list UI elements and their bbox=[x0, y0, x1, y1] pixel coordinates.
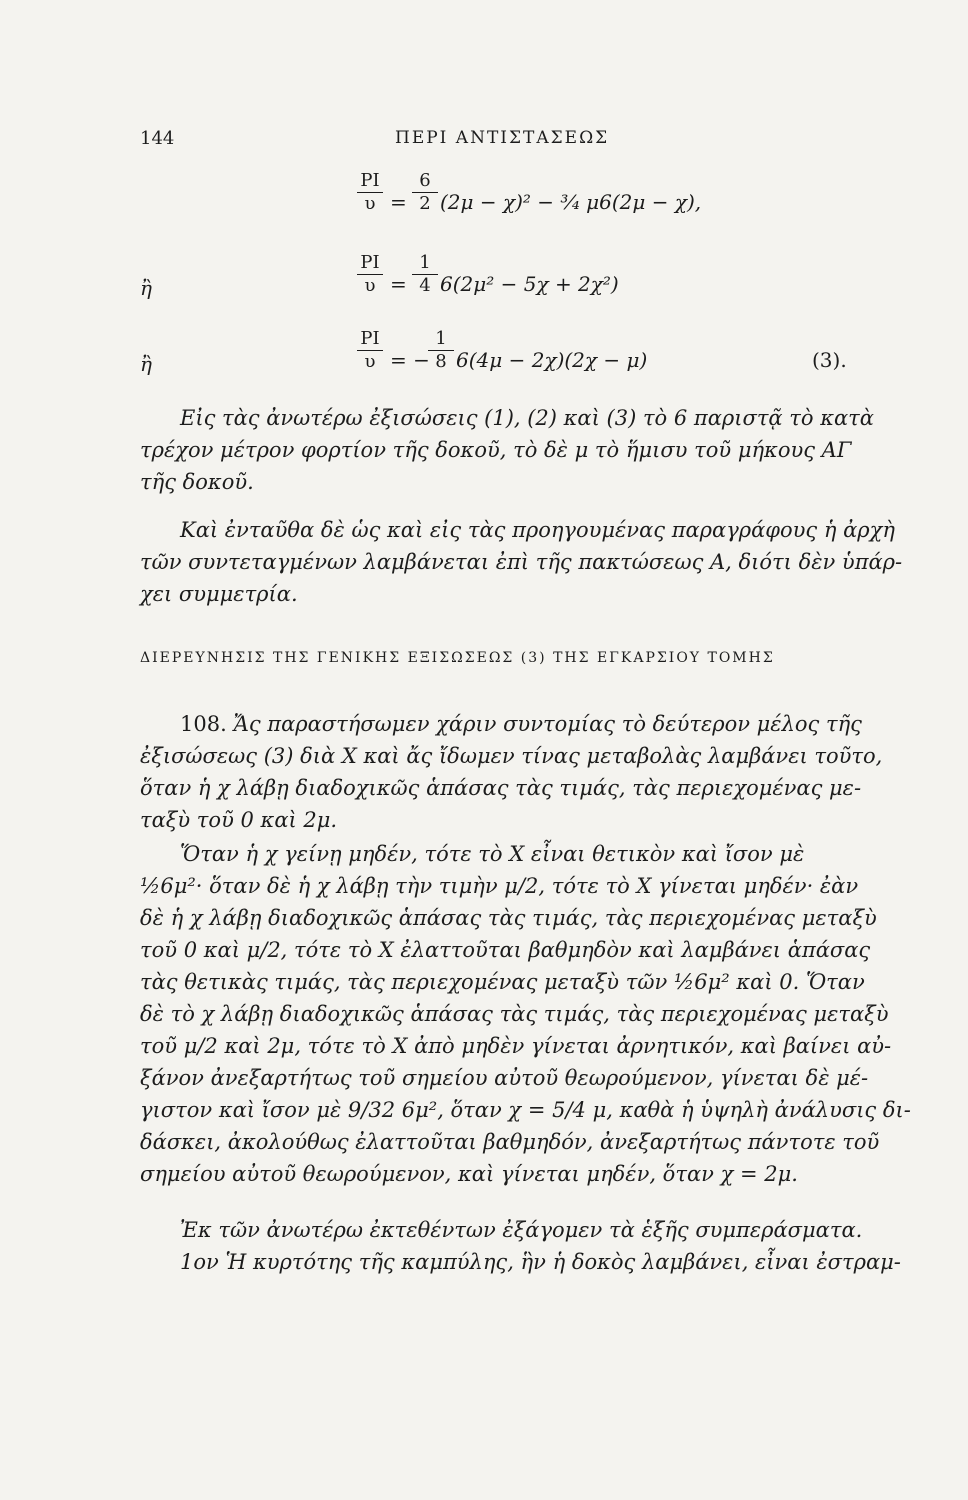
equals-minus-sign: = − bbox=[390, 348, 430, 372]
equation-body: (2μ − χ)² − ³⁄₄ μ6(2μ − χ), bbox=[440, 190, 702, 214]
equation-2 bbox=[140, 250, 860, 314]
text-line: ὅταν ἡ χ λάβῃ διαδοχικῶς ἁπάσας τὰς τιμάς, τὰς περιεχομένας με- bbox=[140, 776, 862, 800]
equation-tag: (3). bbox=[812, 348, 847, 372]
text-fragment: Ἄς παραστήσωμεν χάριν συντομίας τὸ δεύτερον μέλος τῆς bbox=[233, 712, 862, 736]
text-line: 1ον Ἡ κυρτότης τῆς καμπύλης, ἣν ἡ δοκὸς λαμβάνει, εἶναι ἐστραμ- bbox=[180, 1250, 901, 1274]
running-head bbox=[140, 128, 890, 158]
text-line: Εἰς τὰς ἀνωτέρω ἐξισώσεις (1), (2) καὶ (3) τὸ 6 παριστᾷ τὸ κατὰ bbox=[180, 406, 874, 430]
text-line: δάσκει, ἀκολούθως ἐλαττοῦται βαθμηδόν, ἀνεξαρτήτως πάντοτε τοῦ bbox=[140, 1130, 880, 1154]
fraction-denominator: υ bbox=[364, 351, 376, 372]
fraction-numerator: PI bbox=[357, 170, 383, 193]
text-line: Καὶ ἐνταῦθα δὲ ὡς καὶ εἰς τὰς προηγουμένας παραγράφους ἡ ἀρχὴ bbox=[180, 518, 895, 542]
fraction-denominator: υ bbox=[364, 193, 376, 214]
equation-lhs-fraction bbox=[357, 328, 383, 373]
text-line: σημείου αὐτοῦ θεωρούμενον, καὶ γίνεται μηδέν, ὅταν χ = 2μ. bbox=[140, 1162, 798, 1186]
coefficient-fraction bbox=[412, 170, 438, 215]
text-line bbox=[140, 708, 910, 740]
equation-3 bbox=[140, 326, 860, 390]
equals-sign: = bbox=[390, 190, 407, 214]
fraction-numerator: PI bbox=[357, 252, 383, 275]
text-line: ταξὺ τοῦ 0 καὶ 2μ. bbox=[140, 808, 338, 832]
page-number: 144 bbox=[140, 128, 175, 149]
paragraph-5 bbox=[140, 1214, 910, 1278]
fraction-numerator: 6 bbox=[412, 170, 438, 193]
paragraph-2 bbox=[140, 514, 910, 610]
fraction-numerator: 1 bbox=[412, 252, 438, 275]
text-line: τοῦ 0 καὶ μ/2, τότε τὸ X ἐλαττοῦται βαθμηδὸν καὶ λαμβάνει ἁπάσας bbox=[140, 938, 871, 962]
text-line: Ἐκ τῶν ἀνωτέρω ἐκτεθέντων ἐξάγομεν τὰ ἑξῆς συμπεράσματα. bbox=[180, 1218, 863, 1242]
equals-sign: = bbox=[390, 272, 407, 296]
text-line: τῶν συντεταγμένων λαμβάνεται ἐπὶ τῆς πακτώσεως Α, διότι δὲν ὑπάρ- bbox=[140, 550, 903, 574]
text-line: Ὅταν ἡ χ γείνῃ μηδέν, τότε τὸ X εἶναι θετικὸν καὶ ἴσον μὲ bbox=[180, 842, 805, 866]
text-line: τῆς δοκοῦ. bbox=[140, 470, 254, 494]
text-line: ἐξισώσεως (3) διὰ X καὶ ἄς ἴδωμεν τίνας μεταβολὰς λαμβάνει τοῦτο, bbox=[140, 744, 883, 768]
text-line: χει συμμετρία. bbox=[140, 582, 298, 606]
equation-1 bbox=[140, 168, 860, 232]
text-line: γιστον καὶ ἴσον μὲ 9/32 6μ², ὅταν χ = 5/4 μ, καθὰ ἡ ὑψηλὴ ἀνάλυσις δι- bbox=[140, 1098, 911, 1122]
fraction-numerator: 1 bbox=[428, 328, 454, 351]
coefficient-fraction bbox=[412, 252, 438, 297]
text-line: ξάνον ἀνεξαρτήτως τοῦ σημείου αὐτοῦ θεωρούμενον, γίνεται δὲ μέ- bbox=[140, 1066, 869, 1090]
text-line: δὲ τὸ χ λάβῃ διαδοχικῶς ἁπάσας τὰς τιμάς, τὰς περιεχομένας μεταξὺ bbox=[140, 1002, 889, 1026]
equation-body: 6(2μ² − 5χ + 2χ²) bbox=[440, 272, 619, 296]
text-line: τρέχον μέτρον φορτίον τῆς δοκοῦ, τὸ δὲ μ τὸ ἥμισυ τοῦ μήκους ΑΓ bbox=[140, 438, 852, 462]
text-line: τοῦ μ/2 καὶ 2μ, τότε τὸ X ἀπὸ μηδὲν γίνεται ἀρνητικόν, καὶ βαίνει αὐ- bbox=[140, 1034, 892, 1058]
coefficient-fraction bbox=[428, 328, 454, 373]
equation-prefix: ἢ bbox=[140, 276, 152, 300]
fraction-denominator: 2 bbox=[419, 193, 431, 214]
text-line: ½6μ²· ὅταν δὲ ἡ χ λάβῃ τὴν τιμὴν μ/2, τότε τὸ X γίνεται μηδέν· ἐὰν bbox=[140, 874, 859, 898]
equation-lhs-fraction bbox=[357, 252, 383, 297]
section-heading: ΔΙΕΡΕΥΝΗΣΙΣ ΤΗΣ ΓΕΝΙΚΗΣ ΕΞΙΣΩΣΕΩΣ (3) ΤΗΣ ΕΓΚΑΡΣΙΟΥ ΤΟΜΗΣ bbox=[140, 650, 775, 666]
text-line: δὲ ἡ χ λάβῃ διαδοχικῶς ἁπάσας τὰς τιμάς, τὰς περιεχομένας μεταξὺ bbox=[140, 906, 877, 930]
equation-prefix: ἢ bbox=[140, 352, 152, 376]
article-number: 108. bbox=[180, 712, 227, 736]
fraction-numerator: PI bbox=[357, 328, 383, 351]
paragraph-3 bbox=[140, 708, 910, 836]
paragraph-1 bbox=[140, 402, 910, 498]
equation-body: 6(4μ − 2χ)(2χ − μ) bbox=[456, 348, 648, 372]
running-title: ΠΕΡΙ ΑΝΤΙΣΤΑΣΕΩΣ bbox=[395, 128, 610, 148]
fraction-denominator: υ bbox=[364, 275, 376, 296]
text-line: τὰς θετικὰς τιμάς, τὰς περιεχομένας μεταξὺ τῶν ½6μ² καὶ 0. Ὅταν bbox=[140, 970, 865, 994]
fraction-denominator: 4 bbox=[419, 275, 431, 296]
fraction-denominator: 8 bbox=[435, 351, 447, 372]
equation-lhs-fraction bbox=[357, 170, 383, 215]
paragraph-4 bbox=[140, 838, 910, 1190]
